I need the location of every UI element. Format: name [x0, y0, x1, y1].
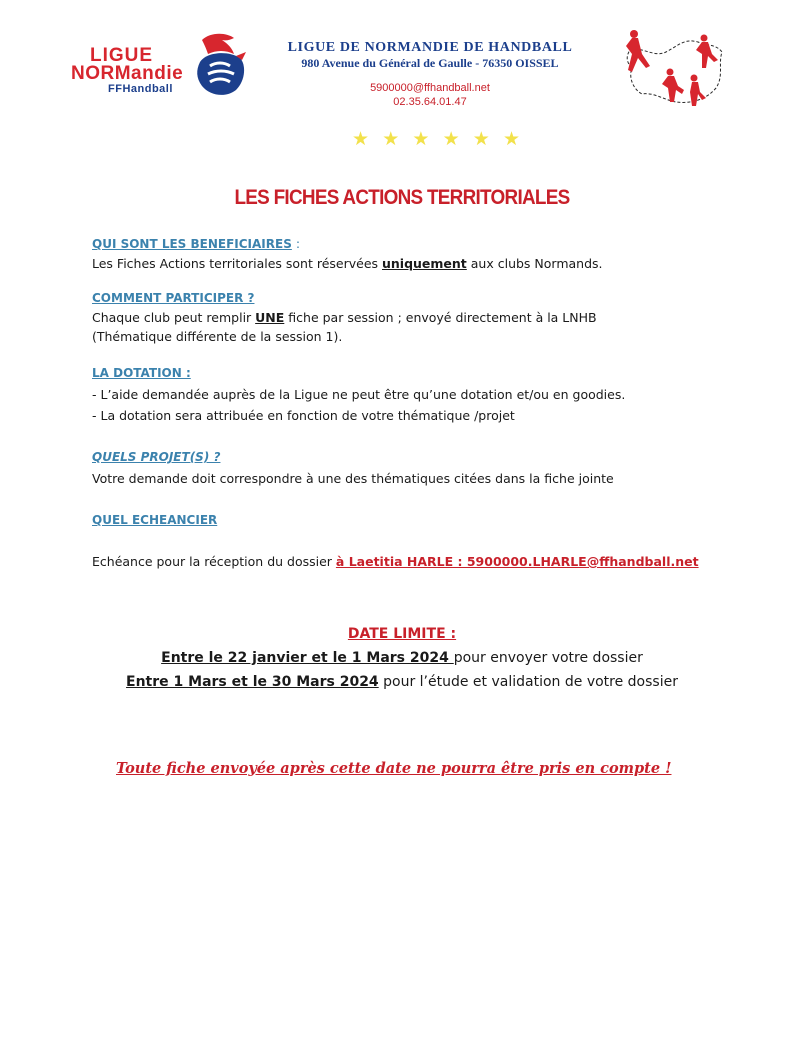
text-part: Chaque club peut remplir — [92, 310, 256, 325]
text-part: aux clubs Normands. — [466, 256, 603, 271]
deadline-desc: pour l’étude et validation de votre dossier — [378, 674, 678, 690]
section-echeancier — [92, 511, 732, 571]
stars-row — [352, 126, 520, 152]
section-heading: QUELS PROJET(S) ? — [92, 450, 221, 464]
organization-name: LIGUE DE NORMANDIE DE HANDBALL — [287, 40, 573, 55]
section-text-line1: Votre demande doit correspondre à une des thématiques citées dans la fiche jointe — [92, 471, 614, 486]
deadline-title: DATE LIMITE : — [347, 626, 457, 642]
section-text — [92, 552, 732, 571]
star-icon: ★ — [352, 128, 370, 150]
deadline-line-1 — [0, 646, 804, 670]
section-projets — [92, 448, 732, 488]
section-heading: LA DOTATION : — [92, 366, 191, 380]
deadline-line-2 — [0, 670, 804, 694]
heading-suffix: : — [291, 236, 301, 251]
ligue-normandie-logo — [68, 32, 250, 98]
page-title: LES FICHES ACTIONS TERRITORIALES — [234, 186, 570, 209]
star-icon: ★ — [412, 128, 430, 150]
logo-word-normandie: NORMandie — [71, 63, 184, 84]
section-beneficiaires — [92, 234, 732, 273]
emphasis-text: UNE — [255, 310, 285, 325]
rooster-icon — [196, 32, 248, 98]
organization-email[interactable]: 5900000@ffhandball.net — [370, 82, 490, 94]
text-part: Les Fiches Actions territoriales sont réservées — [92, 256, 382, 271]
section-text-line2: - La dotation sera attribuée en fonction de votre thématique /projet — [92, 408, 515, 423]
section-text-line2: (Thématique différente de la session 1). — [92, 329, 343, 344]
emphasis-text: uniquement — [382, 256, 467, 271]
organization-address: 980 Avenue du Général de Gaulle - 76350 OISSEL — [301, 56, 559, 70]
late-submission-warning: Toute fiche envoyée après cette date ne pourra être pris en compte ! — [116, 760, 672, 777]
section-participer — [92, 289, 732, 346]
deadline-dates: Entre le 22 janvier et le 1 Mars 2024 — [161, 650, 454, 666]
text-part: Echéance pour la réception du dossier — [92, 554, 336, 569]
star-icon: ★ — [442, 128, 460, 150]
logo-word-ligue: LIGUE — [90, 45, 154, 66]
header-contact-block — [258, 40, 602, 109]
deadline-block — [0, 622, 804, 694]
section-text-line1: - L’aide demandée auprès de la Ligue ne peut être qu’une dotation et/ou en goodies. — [92, 387, 626, 402]
organization-phone: 02.35.64.01.47 — [393, 96, 467, 108]
section-text — [92, 254, 732, 273]
section-heading: QUI SONT LES BENEFICIAIRES — [92, 237, 292, 251]
logo-word-ffhandball: FFHandball — [108, 83, 173, 95]
star-icon: ★ — [382, 128, 400, 150]
deadline-dates: Entre 1 Mars et le 30 Mars 2024 — [126, 674, 379, 690]
section-text — [92, 308, 732, 327]
star-icon: ★ — [502, 128, 520, 150]
section-dotation — [92, 364, 732, 425]
star-icon: ★ — [472, 128, 490, 150]
text-part: fiche par session ; envoyé directement à la LNHB — [284, 310, 597, 325]
deadline-desc: pour envoyer votre dossier — [453, 650, 643, 666]
section-heading: COMMENT PARTICIPER ? — [92, 291, 255, 305]
section-heading: QUEL ECHEANCIER — [92, 513, 218, 527]
contact-email-link[interactable]: à Laetitia HARLE : 5900000.LHARLE@ffhandball.net — [335, 554, 699, 569]
normandie-players-map-icon — [620, 28, 730, 116]
